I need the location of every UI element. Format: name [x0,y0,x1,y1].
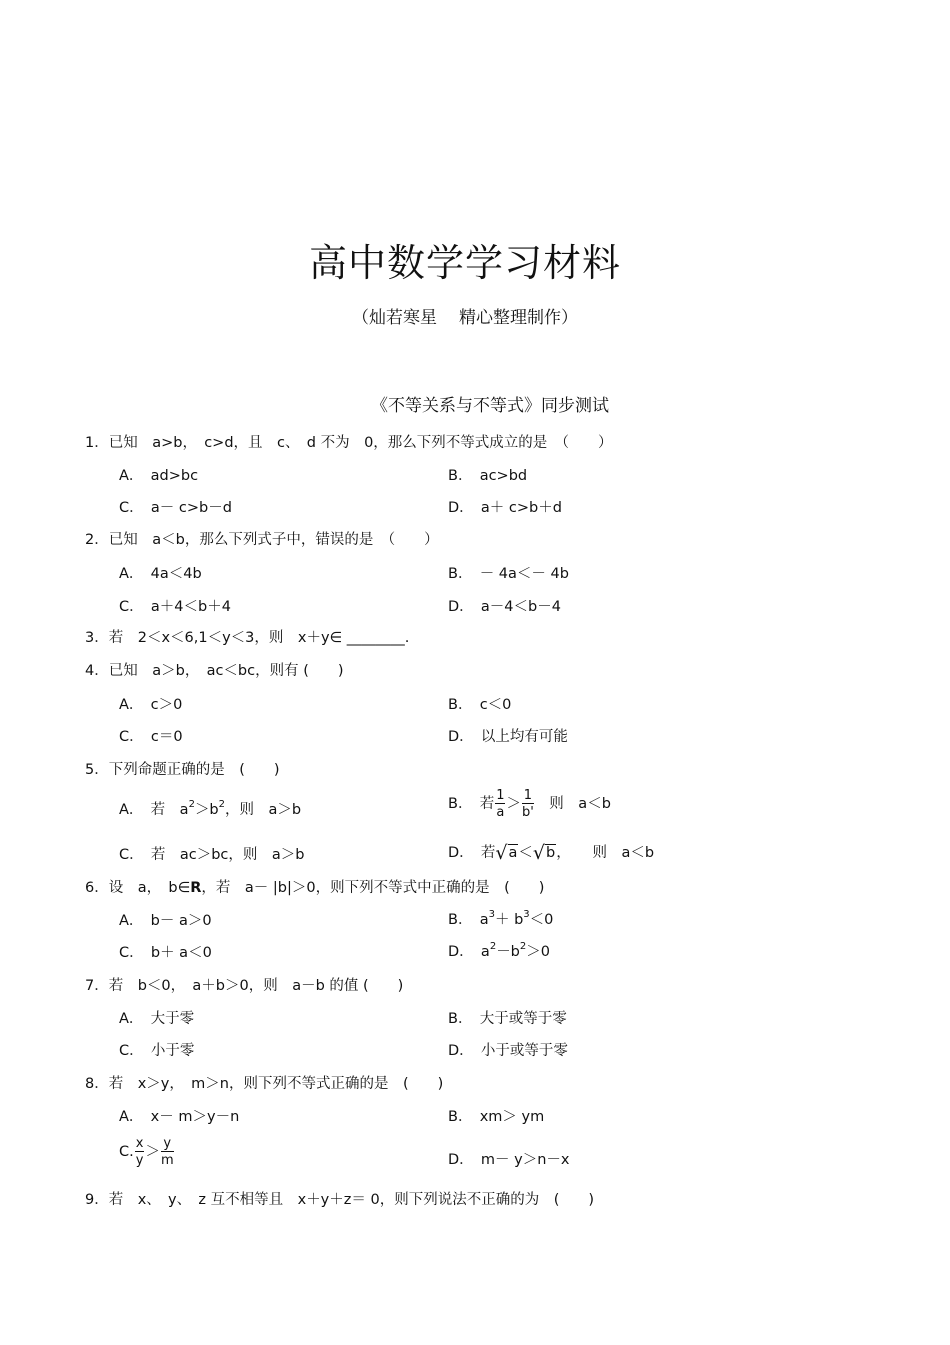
subtitle-part-1: （灿若寒星 [352,308,437,328]
question-7-option-c: C． 小于零 [119,1043,195,1059]
q5a-text-1: A． 若 a [119,802,189,818]
q5d-lt: ＜ [518,845,533,861]
question-4-option-a: A． c＞0 [119,697,183,713]
question-4-option-b: B． c＜0 [448,697,512,713]
q5a-exp-2: 2 [218,799,226,810]
q8c-fraction-2 [161,1137,174,1167]
question-2-stem: 2．已知 a＜b，那么下列式子中，错误的是 （ ） [85,532,439,548]
q5d-sqrt-1 [495,842,518,864]
question-6-option-c: C． b＋ a＜0 [119,945,212,961]
q8c-frac1-numerator: x [135,1136,144,1151]
q6b-exp-1: 3 [488,909,495,920]
question-5-stem: 5．下列命题正确的是 ( ) [85,762,280,778]
question-4-option-d: D． 以上均有可能 [448,729,568,745]
question-6-option-b [448,908,553,929]
q5b-text-1: B． 若 [448,796,495,812]
q8c-gt: ＞ [145,1144,160,1160]
q5d-radicand-1: a [508,845,518,861]
q5b-frac2-numerator: 1 [523,788,533,803]
question-8-option-a: A． x－ m＞y－n [119,1109,240,1125]
q6d-text-1: D． a [448,944,490,960]
sqrt-radical-icon: √ [495,842,508,864]
question-2-option-a: A． 4a＜4b [119,566,202,582]
q5b-fraction-1 [495,789,505,819]
question-7-option-a: A． 大于零 [119,1011,195,1027]
q5d-sqrt-2 [533,842,556,864]
q5a-text-3: ，则 a＞b [225,802,302,818]
q6d-exp-1: 2 [489,941,497,952]
question-4-option-c: C． c＝0 [119,729,183,745]
q5b-text-2: 则 a＜b [534,796,611,812]
question-1-option-a: A． ad>bc [119,468,199,484]
q8c-fraction-1 [135,1137,145,1167]
question-5-option-c: C． 若 ac＞bc，则 a＞b [119,847,305,863]
q6b-text-1: B． a [448,912,489,928]
question-5-option-b [448,789,611,819]
question-2-option-b: B． － 4a＜－ 4b [448,566,569,582]
q6-stem-2: ，若 a－ |b|＞0，则下列不等式中正确的是 ( ) [201,880,545,896]
question-8-stem: 8．若 x＞y， m＞n，则下列不等式正确的是 ( ) [85,1076,444,1092]
question-5-option-a [119,798,301,819]
q6d-text-3: ＞0 [526,944,551,960]
q5b-fraction-2 [522,789,534,819]
question-7-option-b: B． 大于或等于零 [448,1011,567,1027]
question-2-option-d: D． a－4＜b－4 [448,599,561,615]
question-9-stem: 9．若 x、 y、 z 互不相等且 x＋y＋z＝ 0，则下列说法不正确的为 ( ) [85,1192,595,1208]
question-4-stem: 4．已知 a＞b， ac＜bc，则有 ( ) [85,663,344,679]
q5b-frac2-denominator: b' [521,805,534,820]
q6-stem-1: 6．设 a， b∈ [85,880,191,896]
question-6-stem [85,876,544,897]
question-8-option-d: D． m－ y＞n－x [448,1152,570,1168]
question-7-stem: 7．若 b＜0， a＋b＞0，则 a－b 的值 ( ) [85,978,404,994]
section-title: 《不等关系与不等式》同步测试 [371,396,609,416]
question-3-stem: 3．若 2＜x＜6,1＜y＜3，则 x＋y∈ ________. [85,630,410,646]
q6d-text-2: －b [496,944,520,960]
q8c-frac2-numerator: y [161,1137,174,1152]
q8c-frac2-denominator: m [160,1153,174,1168]
question-8-option-b: B． xm＞ ym [448,1109,545,1125]
page-subtitle [0,303,930,328]
q5b-frac1-numerator: 1 [496,788,505,803]
question-2-option-c: C． a＋4＜b＋4 [119,599,231,615]
sqrt-radical-icon: √ [532,842,546,864]
page-title: 高中数学学习材料 [308,241,621,285]
q6b-exp-2: 3 [523,909,530,920]
q6b-text-3: ＜0 [529,912,554,928]
question-1-option-b: B． ac>bd [448,468,528,484]
q6b-text-2: ＋ b [494,912,524,928]
question-6-option-a: A． b－ a＞0 [119,913,212,929]
question-6-option-d [448,940,550,961]
question-7-option-d: D． 小于或等于零 [448,1043,568,1059]
q8c-text-1: C. [119,1144,134,1160]
q5d-text-1: D． 若 [448,845,496,861]
q5b-frac1-denominator: a [496,805,505,820]
q5a-exp-1: 2 [188,799,195,810]
subtitle-part-2: 精心整理制作） [459,308,578,328]
question-1-stem: 1．已知 a>b， c>d，且 c、 d 不为 0，那么下列不等式成立的是 （ ） [85,435,613,451]
q5d-text-2: ， 则 a＜b [556,845,655,861]
question-8-option-c [119,1137,175,1167]
question-1-option-d: D． a＋ c>b＋d [448,500,562,516]
q5a-text-2: ＞b [194,802,219,818]
question-5-option-d [448,841,654,864]
q8c-frac1-denominator: y [135,1153,144,1168]
q6d-exp-2: 2 [519,941,527,952]
q5d-radicand-2: b [546,845,556,861]
q5b-gt: ＞ [506,796,521,812]
q6-stem-set-r: R [190,880,202,896]
question-1-option-c: C． a－ c>b－d [119,500,232,516]
